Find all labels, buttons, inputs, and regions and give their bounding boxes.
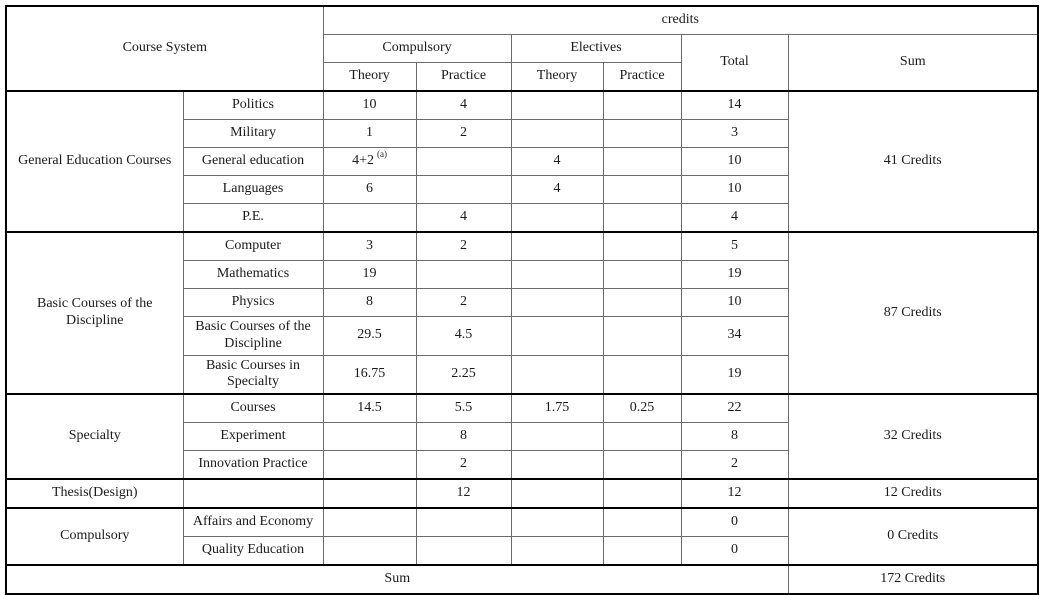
electives-theory-cell bbox=[511, 204, 603, 233]
course-label-cell: Computer bbox=[183, 232, 323, 261]
compulsory-practice-cell: 2 bbox=[416, 232, 511, 261]
compulsory-practice-cell: 2 bbox=[416, 451, 511, 480]
electives-practice-cell bbox=[603, 537, 681, 566]
total-cell: 10 bbox=[681, 289, 788, 317]
compulsory-theory-cell: 10 bbox=[323, 91, 416, 120]
electives-practice-cell bbox=[603, 176, 681, 204]
compulsory-practice-cell bbox=[416, 176, 511, 204]
electives-practice-cell bbox=[603, 120, 681, 148]
compulsory-theory-cell: 8 bbox=[323, 289, 416, 317]
course-label-cell: Experiment bbox=[183, 423, 323, 451]
course-label-cell bbox=[183, 479, 323, 508]
group-sum-cell: 12 Credits bbox=[788, 479, 1038, 508]
compulsory-theory-cell bbox=[323, 423, 416, 451]
course-label-cell: Innovation Practice bbox=[183, 451, 323, 480]
electives-practice-cell bbox=[603, 232, 681, 261]
total-cell: 14 bbox=[681, 91, 788, 120]
total-cell: 10 bbox=[681, 148, 788, 176]
compulsory-theory-header: Theory bbox=[323, 63, 416, 92]
electives-practice-header: Practice bbox=[603, 63, 681, 92]
course-label-cell: Affairs and Economy bbox=[183, 508, 323, 537]
total-cell: 3 bbox=[681, 120, 788, 148]
total-cell: 4 bbox=[681, 204, 788, 233]
total-cell: 10 bbox=[681, 176, 788, 204]
table-row bbox=[6, 394, 1038, 423]
compulsory-theory-cell bbox=[323, 537, 416, 566]
compulsory-practice-cell: 12 bbox=[416, 479, 511, 508]
group-sum-cell: 87 Credits bbox=[788, 232, 1038, 394]
compulsory-practice-cell bbox=[416, 508, 511, 537]
compulsory-theory-cell bbox=[323, 479, 416, 508]
electives-practice-cell bbox=[603, 508, 681, 537]
credit-value: 4+2 bbox=[352, 153, 374, 169]
compulsory-theory-cell: 14.5 bbox=[323, 394, 416, 423]
course-system-header: Course System bbox=[6, 6, 323, 91]
course-label-cell: Physics bbox=[183, 289, 323, 317]
table-row bbox=[6, 479, 1038, 508]
header-row-1 bbox=[6, 6, 1038, 35]
total-cell: 8 bbox=[681, 423, 788, 451]
electives-practice-cell bbox=[603, 204, 681, 233]
course-label-cell: Courses bbox=[183, 394, 323, 423]
course-label-cell: Quality Education bbox=[183, 537, 323, 566]
compulsory-theory-cell bbox=[323, 204, 416, 233]
compulsory-theory-cell: 19 bbox=[323, 261, 416, 289]
total-cell: 2 bbox=[681, 451, 788, 480]
compulsory-theory-cell: 6 bbox=[323, 176, 416, 204]
electives-practice-cell bbox=[603, 317, 681, 356]
electives-practice-cell bbox=[603, 451, 681, 480]
electives-theory-cell bbox=[511, 91, 603, 120]
group-sum-cell: 41 Credits bbox=[788, 91, 1038, 232]
compulsory-header: Compulsory bbox=[323, 35, 511, 63]
electives-theory-cell bbox=[511, 289, 603, 317]
credits-header: credits bbox=[323, 6, 1038, 35]
total-cell: 19 bbox=[681, 261, 788, 289]
total-cell: 5 bbox=[681, 232, 788, 261]
compulsory-theory-cell: 29.5 bbox=[323, 317, 416, 356]
electives-theory-cell bbox=[511, 508, 603, 537]
course-label-cell: Mathematics bbox=[183, 261, 323, 289]
electives-practice-cell bbox=[603, 423, 681, 451]
course-label-cell: Military bbox=[183, 120, 323, 148]
grand-sum-label-cell: Sum bbox=[6, 565, 788, 594]
course-credit-table-container bbox=[5, 5, 1039, 595]
compulsory-practice-cell: 4.5 bbox=[416, 317, 511, 356]
total-cell: 22 bbox=[681, 394, 788, 423]
group-name-cell: Specialty bbox=[6, 394, 183, 479]
compulsory-practice-cell: 4 bbox=[416, 91, 511, 120]
electives-theory-cell bbox=[511, 232, 603, 261]
electives-practice-cell: 0.25 bbox=[603, 394, 681, 423]
table-row bbox=[6, 91, 1038, 120]
group-sum-cell: 32 Credits bbox=[788, 394, 1038, 479]
compulsory-practice-cell bbox=[416, 261, 511, 289]
compulsory-practice-header: Practice bbox=[416, 63, 511, 92]
footnote-marker: (a) bbox=[376, 149, 387, 160]
electives-practice-cell bbox=[603, 479, 681, 508]
total-header: Total bbox=[681, 35, 788, 92]
table-row bbox=[6, 232, 1038, 261]
electives-practice-cell bbox=[603, 289, 681, 317]
electives-practice-cell bbox=[603, 91, 681, 120]
compulsory-theory-cell bbox=[323, 451, 416, 480]
electives-theory-cell bbox=[511, 479, 603, 508]
electives-theory-cell bbox=[511, 317, 603, 356]
electives-header: Electives bbox=[511, 35, 681, 63]
compulsory-practice-cell: 5.5 bbox=[416, 394, 511, 423]
compulsory-practice-cell: 2.25 bbox=[416, 355, 511, 394]
group-sum-cell: 0 Credits bbox=[788, 508, 1038, 565]
total-cell: 0 bbox=[681, 537, 788, 566]
electives-theory-cell bbox=[511, 451, 603, 480]
compulsory-theory-cell: 16.75 bbox=[323, 355, 416, 394]
total-cell: 19 bbox=[681, 355, 788, 394]
group-name-cell: General Education Courses bbox=[6, 91, 183, 232]
compulsory-practice-cell: 4 bbox=[416, 204, 511, 233]
electives-theory-cell bbox=[511, 423, 603, 451]
table-row bbox=[6, 508, 1038, 537]
course-credit-table bbox=[5, 5, 1039, 595]
sum-header: Sum bbox=[788, 35, 1038, 92]
compulsory-theory-cell: 3 bbox=[323, 232, 416, 261]
electives-practice-cell bbox=[603, 355, 681, 394]
electives-theory-cell: 4 bbox=[511, 176, 603, 204]
course-label-cell: General education bbox=[183, 148, 323, 176]
total-cell: 0 bbox=[681, 508, 788, 537]
compulsory-practice-cell bbox=[416, 537, 511, 566]
grand-sum-row bbox=[6, 565, 1038, 594]
course-label-cell: Languages bbox=[183, 176, 323, 204]
course-label-cell: Basic Courses in Specialty bbox=[183, 355, 323, 394]
electives-practice-cell bbox=[603, 261, 681, 289]
compulsory-theory-cell bbox=[323, 148, 416, 176]
electives-theory-cell: 4 bbox=[511, 148, 603, 176]
electives-theory-header: Theory bbox=[511, 63, 603, 92]
electives-theory-cell: 1.75 bbox=[511, 394, 603, 423]
course-label-cell: P.E. bbox=[183, 204, 323, 233]
course-label-cell: Politics bbox=[183, 91, 323, 120]
compulsory-practice-cell: 2 bbox=[416, 120, 511, 148]
electives-theory-cell bbox=[511, 355, 603, 394]
electives-theory-cell bbox=[511, 120, 603, 148]
electives-theory-cell bbox=[511, 261, 603, 289]
compulsory-theory-cell bbox=[323, 508, 416, 537]
total-cell: 34 bbox=[681, 317, 788, 356]
total-cell: 12 bbox=[681, 479, 788, 508]
compulsory-practice-cell: 8 bbox=[416, 423, 511, 451]
electives-theory-cell bbox=[511, 537, 603, 566]
compulsory-theory-cell: 1 bbox=[323, 120, 416, 148]
group-name-cell: Compulsory bbox=[6, 508, 183, 565]
electives-practice-cell bbox=[603, 148, 681, 176]
group-name-cell: Thesis(Design) bbox=[6, 479, 183, 508]
compulsory-practice-cell: 2 bbox=[416, 289, 511, 317]
compulsory-practice-cell bbox=[416, 148, 511, 176]
grand-sum-value-cell: 172 Credits bbox=[788, 565, 1038, 594]
group-name-cell: Basic Courses of the Discipline bbox=[6, 232, 183, 394]
course-label-cell: Basic Courses of the Discipline bbox=[183, 317, 323, 356]
